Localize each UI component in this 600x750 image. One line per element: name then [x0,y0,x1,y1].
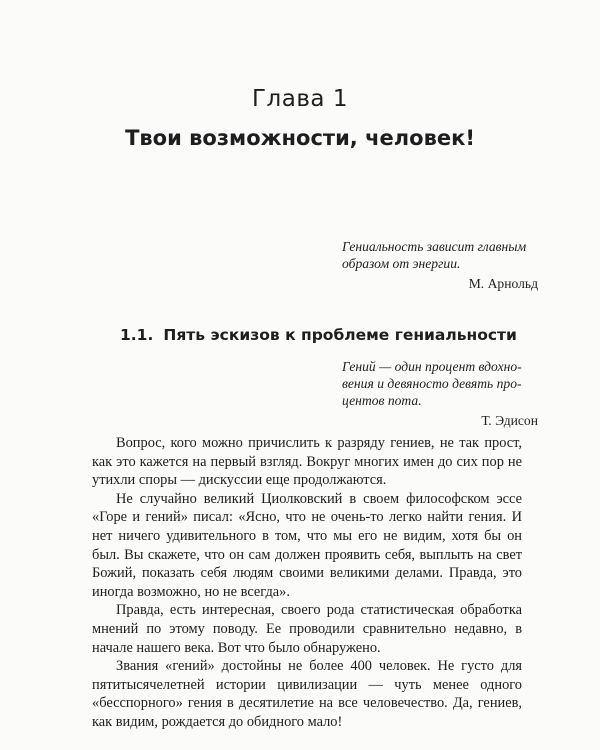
section-title: Пять эскизов к проблеме гениальности [163,326,517,344]
epigraph-section [342,358,538,429]
text-line: мнений по этому поводу. Ее проводили сравнительно недавно, в [92,620,522,637]
body-text [92,434,522,732]
text-line: как это кажется на первый взгляд. Вокруг многих имен до сих пор не [92,453,522,470]
paragraph [92,434,522,490]
paragraph [92,601,522,657]
epigraph-quote [342,238,538,272]
epigraph-line: вения и девяносто девять про- [342,376,522,391]
text-line: Не случайно великий Циолковский в своем философском эссе [116,490,522,507]
text-line: Божий, показать себя людям своими великими делами. Правда, это [92,565,522,582]
text-line: пятитысячелетней истории цивилизации — чуть менее одного [92,676,522,693]
epigraph-chapter [342,238,538,292]
text-line: как видим, рождается до обидного мало! [92,713,343,730]
epigraph-author: М. Арнольд [468,276,538,291]
text-line: «бесспорного» гения в десятилетие на все человечество. Да, гениев, [92,695,522,712]
section-heading [120,326,517,344]
text-line: Правда, есть интересная, своего рода статистическая обработка [116,602,522,619]
epigraph-quote [342,358,538,409]
epigraph-line: образом от энергии. [342,256,461,271]
text-line: утихли споры — дискуссии еще продолжаются. [92,472,387,489]
paragraph [92,657,522,731]
text-line: «Горе и гений» писал: «Ясно, что не очень-то легко найти гения. [92,509,507,526]
section-number: 1.1. [120,326,154,344]
text-line: иногда возможно, но не всегда». [92,583,290,600]
chapter-label: Глава 1 [252,86,348,112]
epigraph-line: Гениальность зависит главным [342,239,527,254]
text-line: Звания «гений» достойны не более 400 человек. Не густо для [116,658,522,675]
epigraph-line: центов пота. [342,393,422,408]
paragraph [92,490,522,602]
text-line: был. Вы скажете, что он сам должен проявить себя, выплыть на свет [92,546,522,563]
chapter-title: Твои возможности, человек! [125,126,475,150]
epigraph-author: Т. Эдисон [481,413,538,428]
epigraph-line: Гений — один процент вдохно- [342,359,522,374]
text-line: И нет ничего удивительного в том, что мы его не видим, хотя бы он [92,509,522,544]
text-line: Вопрос, кого можно причислить к разряду гениев, не так прост, [116,435,522,451]
text-line: начале нашего века. Вот что было обнаружено. [92,639,381,656]
